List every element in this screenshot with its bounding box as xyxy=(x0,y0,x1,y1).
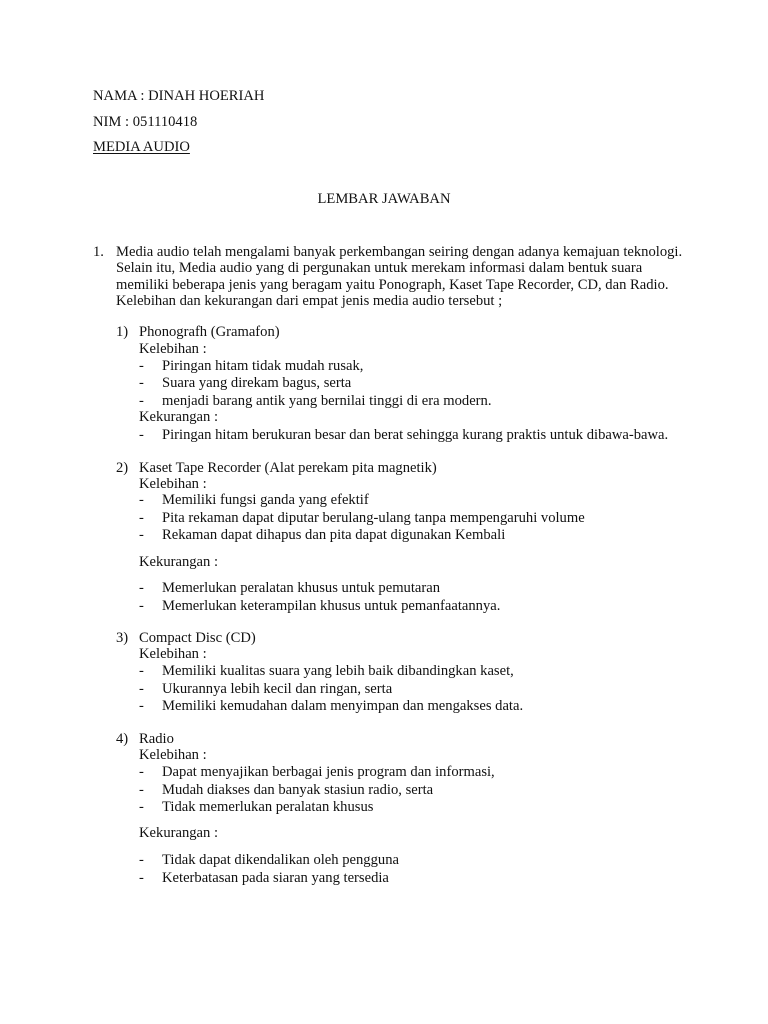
bullet-dash: - xyxy=(139,764,144,780)
list-item: Ukurannya lebih kecil dan ringan, serta xyxy=(162,681,393,697)
item-number: 4) xyxy=(116,731,129,747)
kekurangan-label: Kekurangan : xyxy=(139,554,219,570)
nim-line: NIM : 051110418 xyxy=(93,114,198,130)
list-item: Keterbatasan pada siaran yang tersedia xyxy=(162,870,389,886)
bullet-dash: - xyxy=(139,870,144,886)
name-line: NAMA : DINAH HOERIAH xyxy=(93,88,265,104)
bullet-dash: - xyxy=(139,427,144,443)
item-number: 2) xyxy=(116,460,129,476)
question-number: 1. xyxy=(93,244,104,260)
bullet-dash: - xyxy=(139,663,144,679)
question-line: Media audio telah mengalami banyak perkembangan seiring dengan adanya kemajuan teknologi. xyxy=(116,244,683,260)
bullet-dash: - xyxy=(139,527,144,543)
bullet-dash: - xyxy=(139,492,144,508)
bullet-dash: - xyxy=(139,681,144,697)
list-item: Memerlukan peralatan khusus untuk pemutaran xyxy=(162,580,441,596)
list-item: Rekaman dapat dihapus dan pita dapat digunakan Kembali xyxy=(162,527,506,543)
bullet-dash: - xyxy=(139,852,144,868)
kelebihan-label: Kelebihan : xyxy=(139,476,207,492)
kekurangan-label: Kekurangan : xyxy=(139,409,219,425)
bullet-dash: - xyxy=(139,580,144,596)
list-item: Piringan hitam tidak mudah rusak, xyxy=(162,358,364,374)
list-item: Memiliki kualitas suara yang lebih baik dibandingkan kaset, xyxy=(162,663,514,679)
bullet-dash: - xyxy=(139,375,144,391)
question-line: memiliki beberapa jenis yang beragam yaitu Ponograph, Kaset Tape Recorder, CD, dan Radio. xyxy=(116,276,669,293)
list-item: Memiliki fungsi ganda yang efektif xyxy=(162,492,369,508)
kelebihan-label: Kelebihan : xyxy=(139,747,207,763)
kelebihan-label: Kelebihan : xyxy=(139,646,207,662)
list-item: Piringan hitam berukuran besar dan berat sehingga kurang praktis untuk dibawa-bawa. xyxy=(162,427,669,443)
bullet-dash: - xyxy=(139,393,144,409)
subject-heading: MEDIA AUDIO xyxy=(93,139,190,155)
bullet-dash: - xyxy=(139,358,144,374)
item-title: Kaset Tape Recorder (Alat perekam pita magnetik) xyxy=(139,460,437,476)
list-item: menjadi barang antik yang bernilai tinggi di era modern. xyxy=(162,393,492,409)
list-item: Tidak memerlukan peralatan khusus xyxy=(162,799,374,815)
bullet-dash: - xyxy=(139,799,144,815)
item-title: Radio xyxy=(139,731,174,747)
question-line: Selain itu, Media audio yang di pergunakan untuk merekam informasi dalam bentuk suara xyxy=(116,260,643,277)
list-item: Tidak dapat dikendalikan oleh pengguna xyxy=(162,852,399,868)
item-title: Phonografh (Gramafon) xyxy=(139,324,280,340)
list-item: Pita rekaman dapat diputar berulang-ulang tanpa mempengaruhi volume xyxy=(162,510,585,526)
question-line: Kelebihan dan kekurangan dari empat jenis media audio tersebut ; xyxy=(116,293,503,310)
bullet-dash: - xyxy=(139,698,144,714)
kekurangan-label: Kekurangan : xyxy=(139,825,219,841)
bullet-dash: - xyxy=(139,782,144,798)
list-item: Suara yang direkam bagus, serta xyxy=(162,375,352,391)
item-number: 3) xyxy=(116,630,129,646)
item-title: Compact Disc (CD) xyxy=(139,630,256,646)
list-item: Memiliki kemudahan dalam menyimpan dan mengakses data. xyxy=(162,698,524,714)
list-item: Dapat menyajikan berbagai jenis program dan informasi, xyxy=(162,764,495,780)
kelebihan-label: Kelebihan : xyxy=(139,341,207,357)
list-item: Memerlukan keterampilan khusus untuk pemanfaatannya. xyxy=(162,598,501,614)
page-title: LEMBAR JAWABAN xyxy=(317,191,451,207)
bullet-dash: - xyxy=(139,598,144,614)
question-paragraph xyxy=(116,244,683,310)
item-number: 1) xyxy=(116,324,129,340)
bullet-dash: - xyxy=(139,510,144,526)
list-item: Mudah diakses dan banyak stasiun radio, serta xyxy=(162,782,434,798)
